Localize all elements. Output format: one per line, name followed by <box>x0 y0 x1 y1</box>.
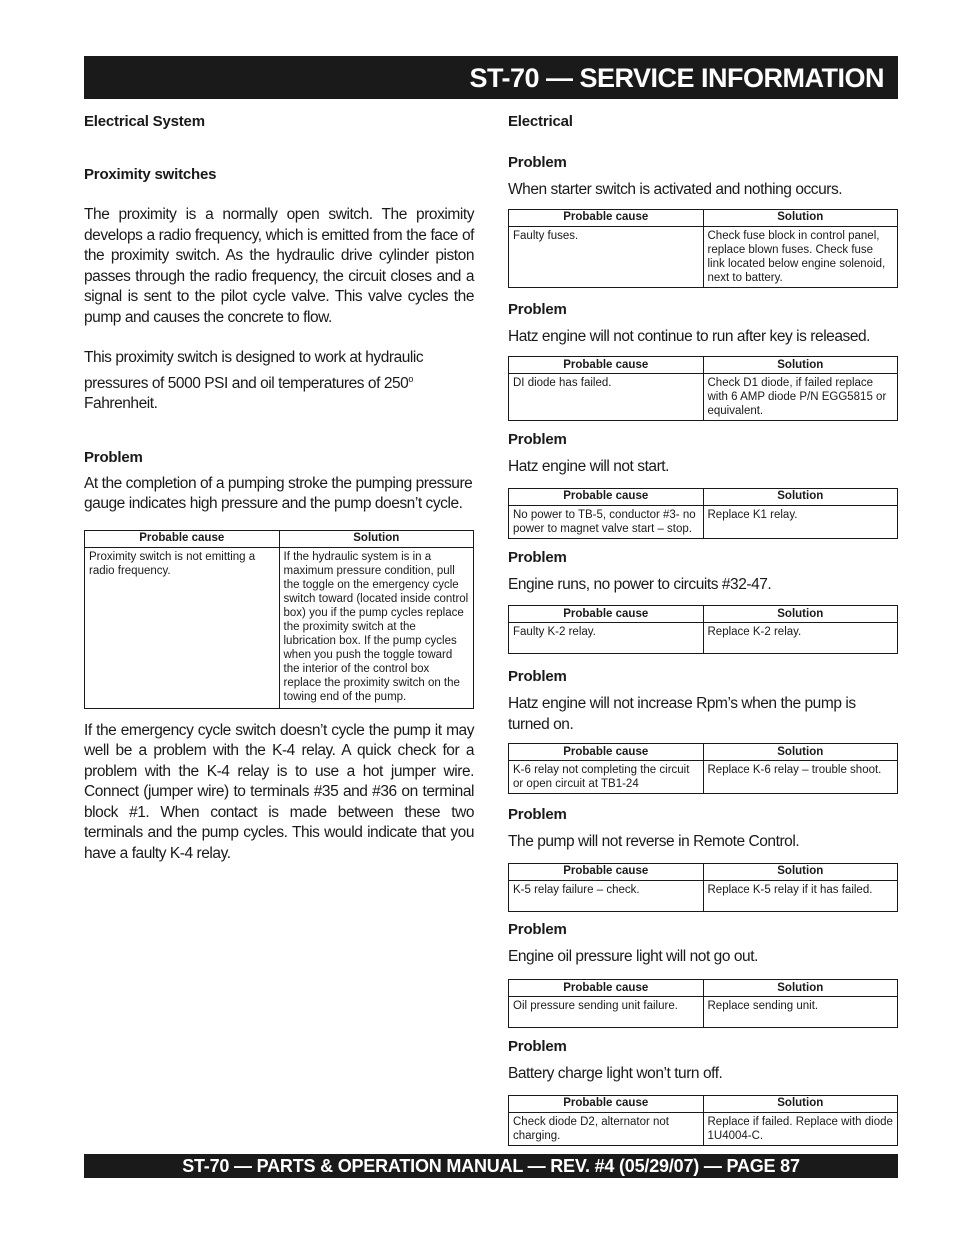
table-row <box>85 547 474 708</box>
troubleshoot-table <box>508 605 898 654</box>
solution-header: Solution <box>703 1095 898 1112</box>
problem-text: Engine oil pressure light will not go out. <box>508 947 758 965</box>
table-header-row <box>509 863 898 880</box>
solution-header: Solution <box>703 980 898 997</box>
cause-cell: DI diode has failed. <box>509 374 704 421</box>
table-header-row <box>509 980 898 997</box>
section-title: Electrical <box>508 113 573 130</box>
table-row <box>509 374 898 421</box>
problem-text: Battery charge light won’t turn off. <box>508 1065 723 1082</box>
troubleshoot-table <box>508 979 898 1028</box>
table-row <box>509 505 898 538</box>
table-row <box>509 997 898 1028</box>
problem-heading: Problem <box>508 154 567 171</box>
cause-header: Probable cause <box>509 209 704 226</box>
problem-heading: Problem <box>508 668 567 685</box>
cause-cell: Check diode D2, alternator not charging. <box>509 1112 704 1145</box>
cause-cell: Faulty K-2 relay. <box>509 623 704 654</box>
problem-text: Hatz engine will not increase Rpm’s when the pump is turned on. <box>508 695 856 733</box>
troubleshoot-table <box>508 1095 898 1146</box>
problem-text: Hatz engine will not start. <box>508 458 670 475</box>
solution-cell: Replace if failed. Replace with diode 1U4004-C. <box>703 1112 898 1145</box>
troubleshoot-table <box>508 863 898 912</box>
table-row <box>509 761 898 794</box>
table-row <box>509 1112 898 1145</box>
left-column <box>84 112 474 864</box>
proximity-description: The proximity is a normally open switch. The proximity develops a radio frequency, which is emitted from the face of the proximity switch. As the hydraulic drive cylinder piston passes through the radio frequency, the circuit closes and a signal is sent to the pilot cycle valve. This valve cycles the pump and causes the concrete to flow. <box>84 206 474 326</box>
page-title: ST-70 — SERVICE INFORMATION <box>469 63 884 93</box>
cause-cell: Proximity switch is not emitting a radio frequency. <box>85 547 280 708</box>
problem-heading: Problem <box>508 548 567 566</box>
table-header-row <box>85 530 474 547</box>
table-header-row <box>509 488 898 505</box>
cause-header: Probable cause <box>509 606 704 623</box>
subsection-title: Proximity switches <box>84 166 217 183</box>
table-header-row <box>509 606 898 623</box>
cause-cell: K-6 relay not completing the circuit or open circuit at TB1-24 <box>509 761 704 794</box>
cause-cell: K-5 relay failure – check. <box>509 880 704 911</box>
problem-heading: Problem <box>508 1038 567 1055</box>
solution-header: Solution <box>703 488 898 505</box>
proximity-spec-unit: Fahrenheit. <box>84 395 158 413</box>
troubleshoot-table <box>84 530 474 709</box>
page-title-bar <box>84 56 898 99</box>
cause-header: Probable cause <box>509 863 704 880</box>
problem-text: Engine runs, no power to circuits #32-47. <box>508 575 772 593</box>
cause-header: Probable cause <box>509 488 704 505</box>
proximity-spec <box>84 348 474 415</box>
troubleshoot-table <box>508 356 898 421</box>
troubleshoot-table <box>508 209 898 288</box>
relay-check-description: If the emergency cycle switch doesn’t cycle the pump it may well be a problem with the K-4 relay. A quick check for a problem with the K-4 relay is to use a hot jumper wire. Connect (jumper wire) to terminals #35 and #36 on terminal block #1. When contact is made between these two terminals and the pump cycles. This would indicate that you have a faulty K-4 relay. <box>84 721 474 862</box>
solution-cell: Replace K1 relay. <box>703 505 898 538</box>
cause-header: Probable cause <box>509 744 704 761</box>
problem-heading: Problem <box>508 806 567 823</box>
solution-cell: Replace sending unit. <box>703 997 898 1028</box>
solution-header: Solution <box>703 744 898 761</box>
table-row <box>509 880 898 911</box>
problem-heading: Problem <box>508 920 567 938</box>
degree-mark: o <box>408 373 413 384</box>
problem-text: Hatz engine will not continue to run after key is released. <box>508 327 871 345</box>
table-header-row <box>509 209 898 226</box>
cause-cell: Faulty fuses. <box>509 226 704 287</box>
problem-text: The pump will not reverse in Remote Control. <box>508 833 800 850</box>
problem-text: When starter switch is activated and nothing occurs. <box>508 181 843 198</box>
solution-header: Solution <box>703 209 898 226</box>
solution-header: Solution <box>279 530 474 547</box>
solution-header: Solution <box>703 606 898 623</box>
cause-header: Probable cause <box>509 1095 704 1112</box>
table-header-row <box>509 744 898 761</box>
solution-header: Solution <box>703 357 898 374</box>
cause-header: Probable cause <box>85 530 280 547</box>
cause-cell: Oil pressure sending unit failure. <box>509 997 704 1028</box>
section-title: Electrical System <box>84 113 205 130</box>
solution-cell: Check fuse block in control panel, replace blown fuses. Check fuse link located below engine solenoid, next to battery. <box>703 226 898 287</box>
table-header-row <box>509 357 898 374</box>
problem-heading: Problem <box>84 448 143 466</box>
solution-header: Solution <box>703 863 898 880</box>
page-footer-bar <box>84 1154 898 1178</box>
solution-cell: If the hydraulic system is in a maximum pressure condition, pull the toggle on the emergency cycle switch toward (located inside control box) you if the pump cycles replace the proximity switch at the lubrication box. If the pump cycles when you push the toggle toward the interior of the control box replace the proximity switch on the towing end of the pump. <box>279 547 474 708</box>
page-footer: ST-70 — PARTS & OPERATION MANUAL — REV. #4 (05/29/07) — PAGE 87 <box>182 1156 800 1176</box>
right-column <box>508 112 898 1146</box>
problem-text: At the completion of a pumping stroke the pumping pressure gauge indicates high pressure and the pump doesn’t cycle. <box>84 474 473 513</box>
cause-cell: No power to TB-5, conductor #3- no power to magnet valve start – stop. <box>509 505 704 538</box>
problem-heading: Problem <box>508 431 567 448</box>
cause-header: Probable cause <box>509 980 704 997</box>
cause-header: Probable cause <box>509 357 704 374</box>
problem-heading: Problem <box>508 300 567 318</box>
solution-cell: Replace K-5 relay if it has failed. <box>703 880 898 911</box>
proximity-spec-text: This proximity switch is designed to work at hydraulic pressures of 5000 PSI and oil temperatures of 250 <box>84 349 424 392</box>
solution-cell: Check D1 diode, if failed replace with 6 AMP diode P/N EGG5815 or equivalent. <box>703 374 898 421</box>
troubleshoot-table <box>508 743 898 794</box>
table-row <box>509 623 898 654</box>
table-header-row <box>509 1095 898 1112</box>
table-row <box>509 226 898 287</box>
solution-cell: Replace K-2 relay. <box>703 623 898 654</box>
solution-cell: Replace K-6 relay – trouble shoot. <box>703 761 898 794</box>
troubleshoot-table <box>508 488 898 539</box>
